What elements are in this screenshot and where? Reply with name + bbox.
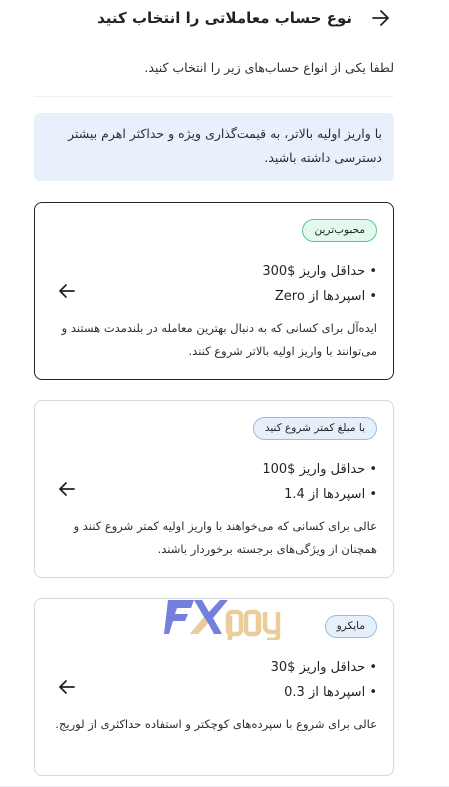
info-text: با واریز اولیه بالاتر، به قیمت‌گذاری ویژه و حداکثر اهرم بیشتر دسترسی داشته باشید. [68,126,382,165]
page-title: نوع حساب معاملاتی را انتخاب کنید [97,9,352,27]
arrow-left-icon [55,479,79,499]
divider [34,96,394,97]
min-deposit: • حداقل واریز $100 [262,462,377,477]
badge-micro: مایکرو [325,615,377,638]
account-card-popular[interactable] [34,202,394,380]
header [0,0,449,40]
arrow-left-icon [55,677,79,697]
arrow-right-icon [371,9,391,27]
card-bullets [262,259,377,309]
spreads: • اسپردها از 0.3 [284,685,377,700]
arrow-left-icon [55,281,79,301]
info-box [34,113,394,181]
page-subtitle: لطفا یکی از انواع حساب‌های زیر را انتخاب کنید. [144,60,394,75]
spreads: • اسپردها از 1.4 [284,487,377,502]
card-description: ایده‌آل برای کسانی که به دنبال بهترین معامله در بلندمدت هستند و می‌توانند با واریز اولیه بالاتر شروع کنند. [61,321,377,358]
account-card-standard[interactable] [34,400,394,578]
card-bullets [262,457,377,507]
card-bullets [271,655,377,705]
back-button[interactable] [366,6,396,30]
card-description: عالی برای شروع با سپرده‌های کوچکتر و استفاده حداکثری از لوریج. [55,717,377,731]
badge-start-low: با مبلغ کمتر شروع کنید [253,417,377,440]
spreads: • اسپردها از Zero [274,289,377,304]
min-deposit: • حداقل واریز $30 [270,660,377,675]
card-description: عالی برای کسانی که می‌خواهند با واریز اولیه کمتر شروع کنند و همچنان از ویژگی‌های برجسته برخوردار باشند. [73,519,377,556]
min-deposit: • حداقل واریز $300 [262,264,377,279]
account-card-micro[interactable] [34,598,394,776]
badge-popular: محبوب‌ترین [302,219,377,242]
